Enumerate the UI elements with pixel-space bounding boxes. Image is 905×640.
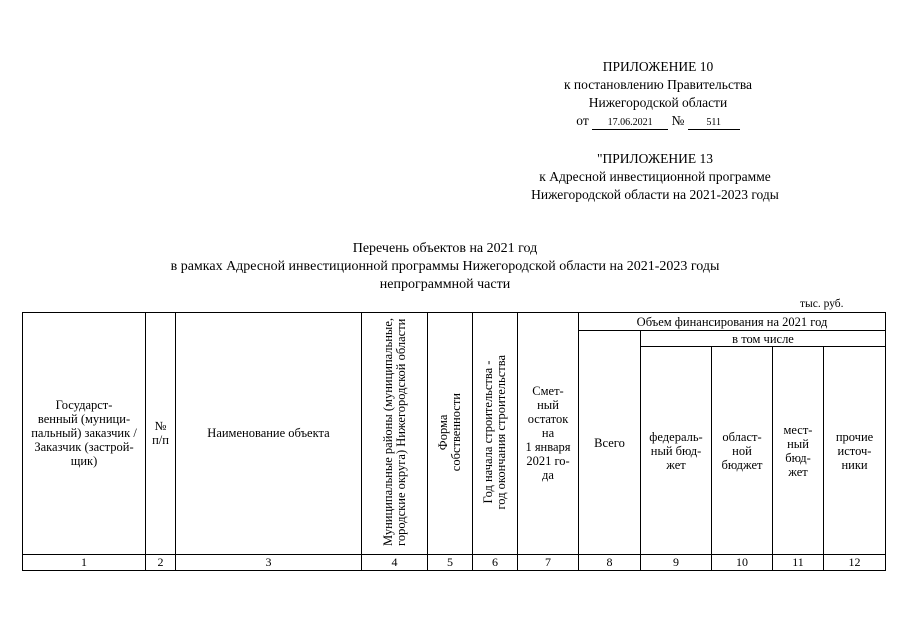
header-total: Всего: [579, 331, 641, 555]
col-num: 4: [362, 554, 428, 570]
header-estimate: Смет- ный остаток на 1 января 2021 го- да: [518, 313, 579, 555]
number-sign: №: [671, 113, 685, 128]
currency-note: тыс. руб.: [800, 298, 844, 310]
col-num: 9: [641, 554, 712, 570]
appendix-10-signature-line: [500, 112, 816, 130]
col-num: 6: [473, 554, 518, 570]
resolution-number: 511: [688, 117, 740, 130]
header-years: Год начала строительства - год окончания строительства: [473, 313, 518, 555]
col-num: 1: [23, 554, 146, 570]
title-line-1: Перечень объектов на 2021 год: [352, 241, 538, 256]
appendix-13-title: "ПРИЛОЖЕНИЕ 13: [596, 151, 714, 166]
objects-table: [22, 312, 886, 571]
col-num: 12: [824, 554, 886, 570]
header-including: в том числе: [641, 331, 886, 347]
header-local: мест- ный бюд- жет: [773, 347, 824, 555]
col-num: 5: [428, 554, 473, 570]
header-districts: Муниципальные районы (муниципальные, городские округа) Нижегородской области: [362, 313, 428, 555]
header-number: № п/п: [146, 313, 176, 555]
col-num: 8: [579, 554, 641, 570]
date-prefix: от: [576, 113, 589, 128]
col-num: 3: [176, 554, 362, 570]
title-line-3: непрограммной части: [379, 277, 511, 292]
document-title: [90, 240, 800, 294]
header-regional: област- ной бюджет: [712, 347, 773, 555]
header-ownership: Форма собственности: [428, 313, 473, 555]
appendix-13-block: [470, 150, 840, 204]
col-num: 11: [773, 554, 824, 570]
header-other: прочие источ- ники: [824, 347, 886, 555]
resolution-date: 17.06.2021: [592, 117, 668, 130]
appendix-10-title: ПРИЛОЖЕНИЕ 10: [602, 59, 714, 74]
appendix-10-line2: Нижегородской области: [588, 95, 728, 110]
title-line-2: в рамках Адресной инвестиционной программы Нижегородской области на 2021-2023 годы: [170, 259, 720, 274]
header-funding-group: Объем финансирования на 2021 год: [579, 313, 886, 331]
col-num: 7: [518, 554, 579, 570]
appendix-10-line1: к постановлению Правительства: [563, 77, 753, 92]
column-number-row: [23, 554, 886, 570]
col-num: 2: [146, 554, 176, 570]
appendix-13-line2: Нижегородской области на 2021-2023 годы: [531, 187, 779, 202]
appendix-13-line1: к Адресной инвестиционной программе: [539, 169, 771, 184]
col-num: 10: [712, 554, 773, 570]
header-object-name: Наименование объекта: [176, 313, 362, 555]
header-customer: Государст- венный (муници- пальный) заказчик / Заказчик (застрой- щик): [23, 313, 146, 555]
header-federal: федераль- ный бюд- жет: [641, 347, 712, 555]
appendix-10-block: [500, 58, 816, 130]
